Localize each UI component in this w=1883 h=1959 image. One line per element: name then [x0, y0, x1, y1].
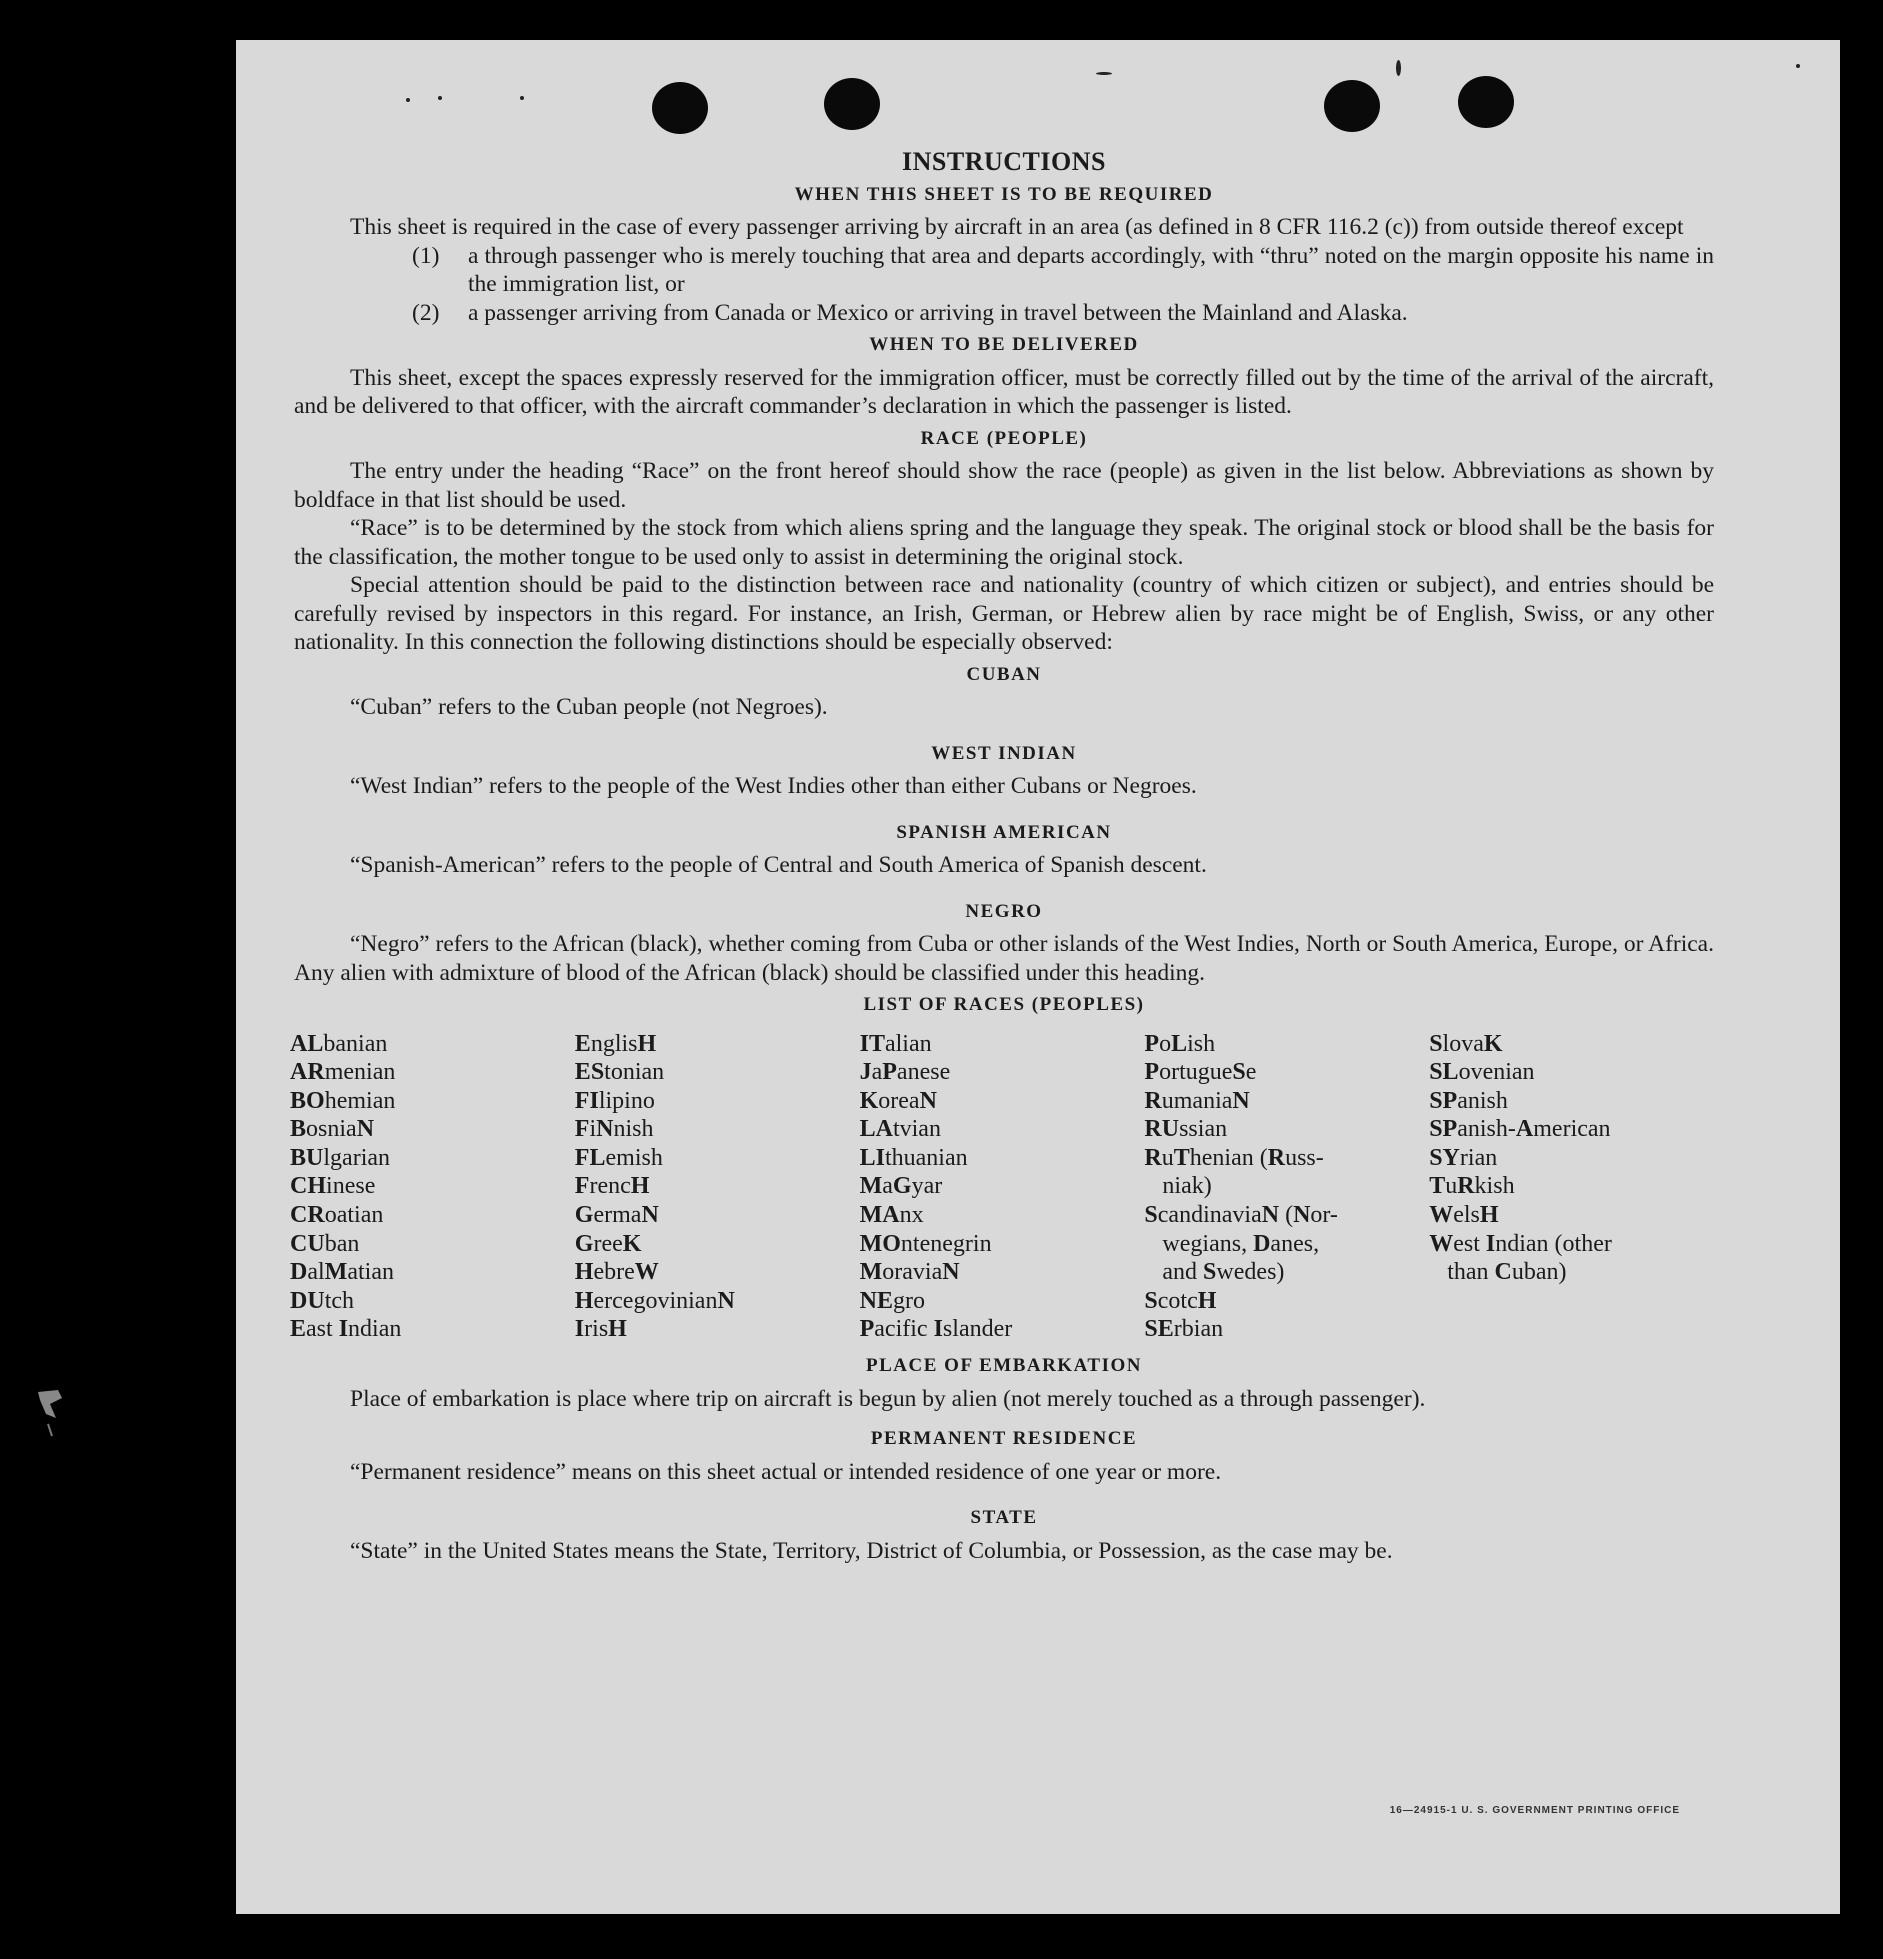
- paragraph: The entry under the heading “Race” on the front hereof should show the race (people) as given in the list below. Abbreviations as shown by boldface in that list should be used.: [294, 458, 1714, 513]
- race-item: SLovenian: [1429, 1059, 1535, 1086]
- race-item: SYrian: [1429, 1144, 1498, 1171]
- speck: [438, 96, 442, 100]
- race-item: FIlipino: [574, 1087, 655, 1114]
- paragraph: “Permanent residence” means on this sheet actual or intended residence of one year or more.: [350, 1458, 1222, 1485]
- race-item: FrencH: [574, 1173, 650, 1200]
- section-heading: STATE: [970, 1507, 1038, 1529]
- document-page: [236, 40, 1840, 1914]
- paragraph: This sheet is required in the case of every passenger arriving by aircraft in an area (as defined in 8 CFR 116.2 (c)) from outside thereof except: [350, 214, 1684, 240]
- section-heading: WEST INDIAN: [931, 742, 1077, 764]
- race-item: West Indian (other: [1429, 1230, 1612, 1257]
- race-item: RuThenian (Russ-: [1144, 1144, 1324, 1171]
- race-item: HebreW: [574, 1259, 659, 1286]
- race-list: [290, 1030, 1714, 1345]
- race-item: ITalian: [859, 1030, 932, 1057]
- paragraph: “West Indian” refers to the people of the West Indies other than either Cubans or Negroes.: [350, 773, 1197, 799]
- instructions-body: [290, 147, 1714, 1565]
- paragraph: This sheet, except the spaces expressly reserved for the immigration officer, must be correctly filled out by the time of the arrival of the aircraft, and be delivered to that officer, with the aircraft commander’s declaration in which the passenger is listed.: [294, 364, 1714, 419]
- race-item: JaPanese: [859, 1059, 951, 1086]
- race-item: EnglisH: [574, 1030, 657, 1057]
- section-heading: PERMANENT RESIDENCE: [870, 1428, 1138, 1450]
- race-item: niak): [1162, 1173, 1212, 1200]
- race-item: RumaniaN: [1144, 1087, 1250, 1114]
- section-heading: CUBAN: [966, 663, 1042, 685]
- race-item: RUssian: [1144, 1116, 1228, 1143]
- paragraph: “State” in the United States means the State, Territory, District of Columbia, or Possession, as the case may be.: [350, 1537, 1393, 1564]
- paragraph: “Spanish-American” refers to the people of Central and South America of Spanish descent.: [350, 852, 1207, 878]
- section-heading: SPANISH AMERICAN: [896, 821, 1112, 843]
- race-item: TuRkish: [1429, 1173, 1515, 1200]
- race-item: GermaN: [574, 1202, 659, 1229]
- race-column: [575, 1030, 860, 1345]
- race-item: FLemish: [574, 1144, 663, 1171]
- race-item: MOntenegrin: [859, 1230, 992, 1257]
- list-item: (1) a through passenger who is merely touching that area and departs accordingly, with “thru” noted on the margin opposite his name in the immigration list, or: [412, 242, 1714, 297]
- race-item: BosniaN: [290, 1116, 375, 1143]
- speck: [1396, 60, 1401, 76]
- race-item: CRoatian: [290, 1202, 384, 1229]
- race-item: ARmenian: [290, 1059, 396, 1086]
- race-item: and Swedes): [1162, 1259, 1285, 1286]
- race-item: East Indian: [290, 1316, 402, 1343]
- section-heading: WHEN THIS SHEET IS TO BE REQUIRED: [794, 183, 1214, 205]
- punch-hole: [1324, 80, 1380, 132]
- race-column: [860, 1030, 1145, 1345]
- section-heading: RACE (PEOPLE): [920, 427, 1088, 449]
- race-item: IrisH: [574, 1316, 627, 1343]
- punch-hole: [652, 82, 708, 134]
- race-column: [1144, 1030, 1429, 1345]
- race-item: SPanish: [1429, 1087, 1508, 1114]
- race-item: MaGyar: [859, 1173, 943, 1200]
- section-heading: NEGRO: [965, 900, 1043, 922]
- race-item: GreeK: [574, 1230, 642, 1257]
- print-code: 16—24915-1 U. S. GOVERNMENT PRINTING OFFICE: [1389, 1805, 1680, 1816]
- section-heading: PLACE OF EMBARKATION: [866, 1355, 1142, 1377]
- speck: [1796, 64, 1800, 68]
- race-item: PoLish: [1144, 1030, 1216, 1057]
- section-heading: LIST OF RACES (PEOPLES): [863, 994, 1145, 1015]
- race-item: SPanish-American: [1429, 1116, 1611, 1143]
- race-item: KoreaN: [859, 1087, 937, 1114]
- scan-artifact: [36, 1388, 66, 1448]
- punch-hole: [824, 78, 880, 130]
- race-item: ScandinaviaN (Nor-: [1144, 1202, 1338, 1229]
- race-item: SlovaK: [1429, 1030, 1503, 1057]
- race-item: BOhemian: [290, 1087, 396, 1114]
- race-item: ScotcH: [1144, 1287, 1217, 1314]
- race-item: CUban: [290, 1230, 360, 1257]
- race-item: PortugueSe: [1144, 1059, 1257, 1086]
- race-item: ALbanian: [290, 1030, 388, 1057]
- race-item: FiNnish: [574, 1116, 654, 1143]
- race-item: than Cuban): [1447, 1259, 1567, 1286]
- paragraph: Place of embarkation is place where trip on aircraft is begun by alien (not merely touched as a through passenger).: [350, 1385, 1426, 1412]
- race-item: MAnx: [859, 1202, 924, 1229]
- speck: [1096, 72, 1112, 75]
- paragraph: “Cuban” refers to the Cuban people (not Negroes).: [350, 694, 828, 720]
- race-item: SErbian: [1144, 1316, 1224, 1343]
- race-item: MoraviaN: [859, 1259, 960, 1286]
- list-item: (2) a passenger arriving from Canada or Mexico or arriving in travel between the Mainland and Alaska.: [412, 299, 1408, 326]
- race-item: wegians, Danes,: [1162, 1230, 1320, 1257]
- race-item: LAtvian: [859, 1116, 941, 1143]
- paragraph: “Race” is to be determined by the stock from which aliens spring and the language they speak. The original stock or blood shall be the basis for the classification, the mother tongue to be used only to assist in determining the original stock.: [294, 515, 1714, 570]
- race-column: [1429, 1030, 1714, 1345]
- punch-hole: [1458, 76, 1514, 128]
- race-item: HercegovinianN: [574, 1287, 735, 1314]
- race-item: BUlgarian: [290, 1144, 391, 1171]
- section-heading: WHEN TO BE DELIVERED: [869, 334, 1139, 355]
- race-item: NEgro: [859, 1287, 925, 1314]
- race-column: [290, 1030, 575, 1345]
- race-item: DUtch: [290, 1287, 355, 1314]
- race-item: Pacific Islander: [859, 1316, 1013, 1343]
- paragraph: Special attention should be paid to the distinction between race and nationality (country of which citizen or subject), and entries should be carefully revised by inspectors in this regard. For instance, an Irish, German, or Hebrew alien by race might be of English, Swiss, or any other nationality. In this connection the following distinctions should be especially observed:: [294, 572, 1714, 655]
- page-title: INSTRUCTIONS: [902, 147, 1106, 176]
- race-item: DalMatian: [290, 1259, 394, 1286]
- speck: [520, 96, 524, 100]
- race-item: LIthuanian: [859, 1144, 968, 1171]
- speck: [406, 98, 410, 102]
- paragraph: “Negro” refers to the African (black), whether coming from Cuba or other islands of the West Indies, North or South America, Europe, or Africa. Any alien with admixture of blood of the African (black) should be classified under this heading.: [294, 931, 1714, 986]
- race-item: WelsH: [1429, 1202, 1499, 1229]
- race-item: EStonian: [574, 1059, 665, 1086]
- race-item: CHinese: [290, 1173, 376, 1200]
